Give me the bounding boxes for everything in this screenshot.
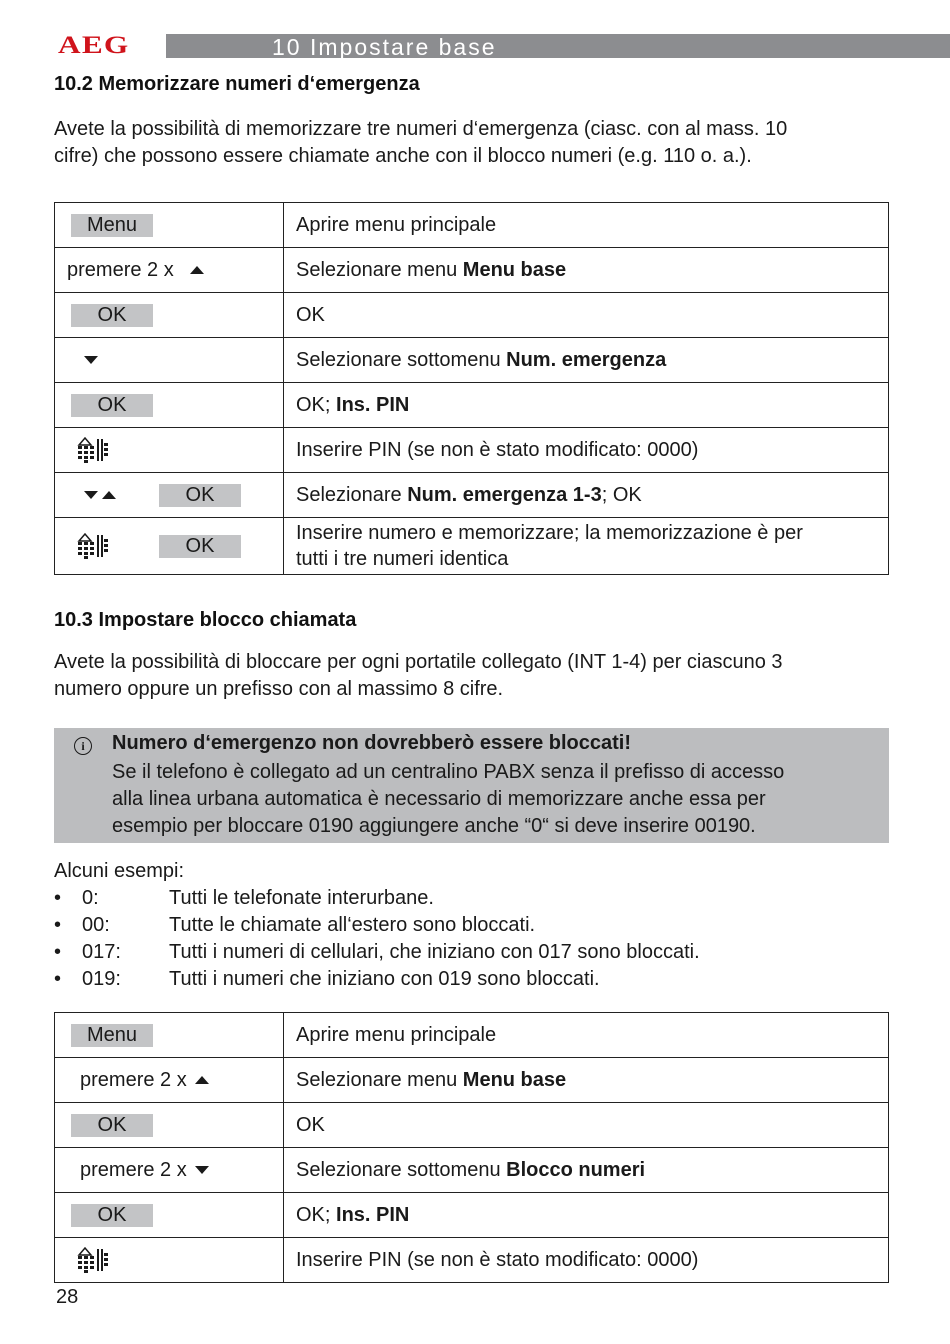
- info-icon: i: [74, 737, 92, 755]
- list-item: • 019: Tutti i numeri che iniziano con 019 sono bloccati.: [54, 968, 600, 990]
- note-title: Numero d‘emergenzo non dovrebberò essere bloccati!: [112, 732, 632, 754]
- step-row: [55, 338, 889, 383]
- ok-key: OK: [159, 484, 241, 507]
- step-description: Inserire PIN (se non è stato modificato: 0000): [284, 428, 889, 473]
- menu-key: Menu: [71, 1024, 153, 1047]
- step-row: [55, 518, 889, 575]
- note-body: Se il telefono è collegato ad un centralino PABX senza il prefisso di accesso alla linea urbana automatica è necessario di memorizzare anche essa per esempio per bloccare 0190 aggiungere anche “0“ si deve inserire 00190.: [112, 761, 785, 837]
- step-row: [55, 1193, 889, 1238]
- section-10-3-heading: 10.3 Impostare blocco chiamata: [54, 609, 357, 631]
- step-row: [55, 1013, 889, 1058]
- ok-key: OK: [71, 394, 153, 417]
- keypad-icon: [77, 533, 109, 559]
- step-row: [55, 383, 889, 428]
- list-item: • 017: Tutti i numeri di cellulari, che iniziano con 017 sono bloccati.: [54, 941, 700, 963]
- page-number: 28: [56, 1286, 79, 1308]
- step-row: [55, 1058, 889, 1103]
- step-description: OK: [284, 293, 889, 338]
- keypad-icon: [77, 1247, 109, 1273]
- arrow-up-icon: [195, 1076, 209, 1084]
- warning-note: [54, 728, 889, 843]
- list-item: • 0: Tutti le telefonate interurbane.: [54, 887, 434, 909]
- step-row: [55, 293, 889, 338]
- step-description: Selezionare sottomenu Blocco numeri: [284, 1148, 889, 1193]
- chapter-title: 10 Impostare base: [272, 34, 497, 60]
- step-row: [55, 473, 889, 518]
- step-description: Selezionare menu Menu base: [284, 248, 889, 293]
- page-header: [0, 30, 950, 60]
- ok-key: OK: [71, 1204, 153, 1227]
- step-prefix: premere 2 x: [67, 258, 174, 281]
- step-description: Inserire PIN (se non è stato modificato: 0000): [284, 1238, 889, 1283]
- step-row: [55, 248, 889, 293]
- arrow-up-icon: [190, 266, 204, 274]
- list-item: • 00: Tutte le chiamate all‘estero sono bloccati.: [54, 914, 536, 936]
- examples-title: Alcuni esempi:: [54, 860, 185, 882]
- steps-table-emergency: [54, 202, 889, 575]
- step-row: [55, 1103, 889, 1148]
- ok-key: OK: [71, 1114, 153, 1137]
- ok-key: OK: [159, 535, 241, 558]
- section-10-2-heading: 10.2 Memorizzare numeri d‘emergenza: [54, 73, 420, 95]
- step-description: Selezionare menu Menu base: [284, 1058, 889, 1103]
- step-description: OK: [284, 1103, 889, 1148]
- arrow-up-icon: [102, 491, 116, 499]
- step-description: Aprire menu principale: [284, 203, 889, 248]
- keypad-icon: [77, 437, 109, 463]
- steps-table-call-block: [54, 1012, 889, 1283]
- step-description: Selezionare Num. emergenza 1-3; OK: [284, 473, 889, 518]
- header-bar: [166, 34, 950, 58]
- step-description: OK; Ins. PIN: [284, 1193, 889, 1238]
- examples-list: [54, 858, 700, 993]
- step-description: OK; Ins. PIN: [284, 383, 889, 428]
- step-row: [55, 203, 889, 248]
- menu-key: Menu: [71, 214, 153, 237]
- step-row: [55, 1238, 889, 1283]
- step-description: Selezionare sottomenu Num. emergenza: [284, 338, 889, 383]
- arrow-down-icon: [84, 356, 98, 364]
- step-description: Inserire numero e memorizzare; la memorizzazione è per tutti i tre numeri identica: [284, 518, 889, 575]
- ok-key: OK: [71, 304, 153, 327]
- section-10-2-intro: Avete la possibilità di memorizzare tre numeri d‘emergenza (ciasc. con al mass. 10 cifre) che possono essere chiamate anche con il blocco numeri (e.g. 110 o. a.).: [54, 118, 788, 167]
- step-row: [55, 1148, 889, 1193]
- step-description: Aprire menu principale: [284, 1013, 889, 1058]
- aeg-logo: AEG: [58, 32, 130, 59]
- step-row: [55, 428, 889, 473]
- arrow-down-icon: [84, 491, 98, 499]
- step-prefix: premere 2 x: [80, 1068, 187, 1091]
- arrow-down-icon: [195, 1166, 209, 1174]
- step-prefix: premere 2 x: [80, 1158, 187, 1181]
- section-10-3-intro: Avete la possibilità di bloccare per ogni portatile collegato (INT 1-4) per ciascuno 3 numero oppure un prefisso con al massimo 8 cifre.: [54, 651, 783, 700]
